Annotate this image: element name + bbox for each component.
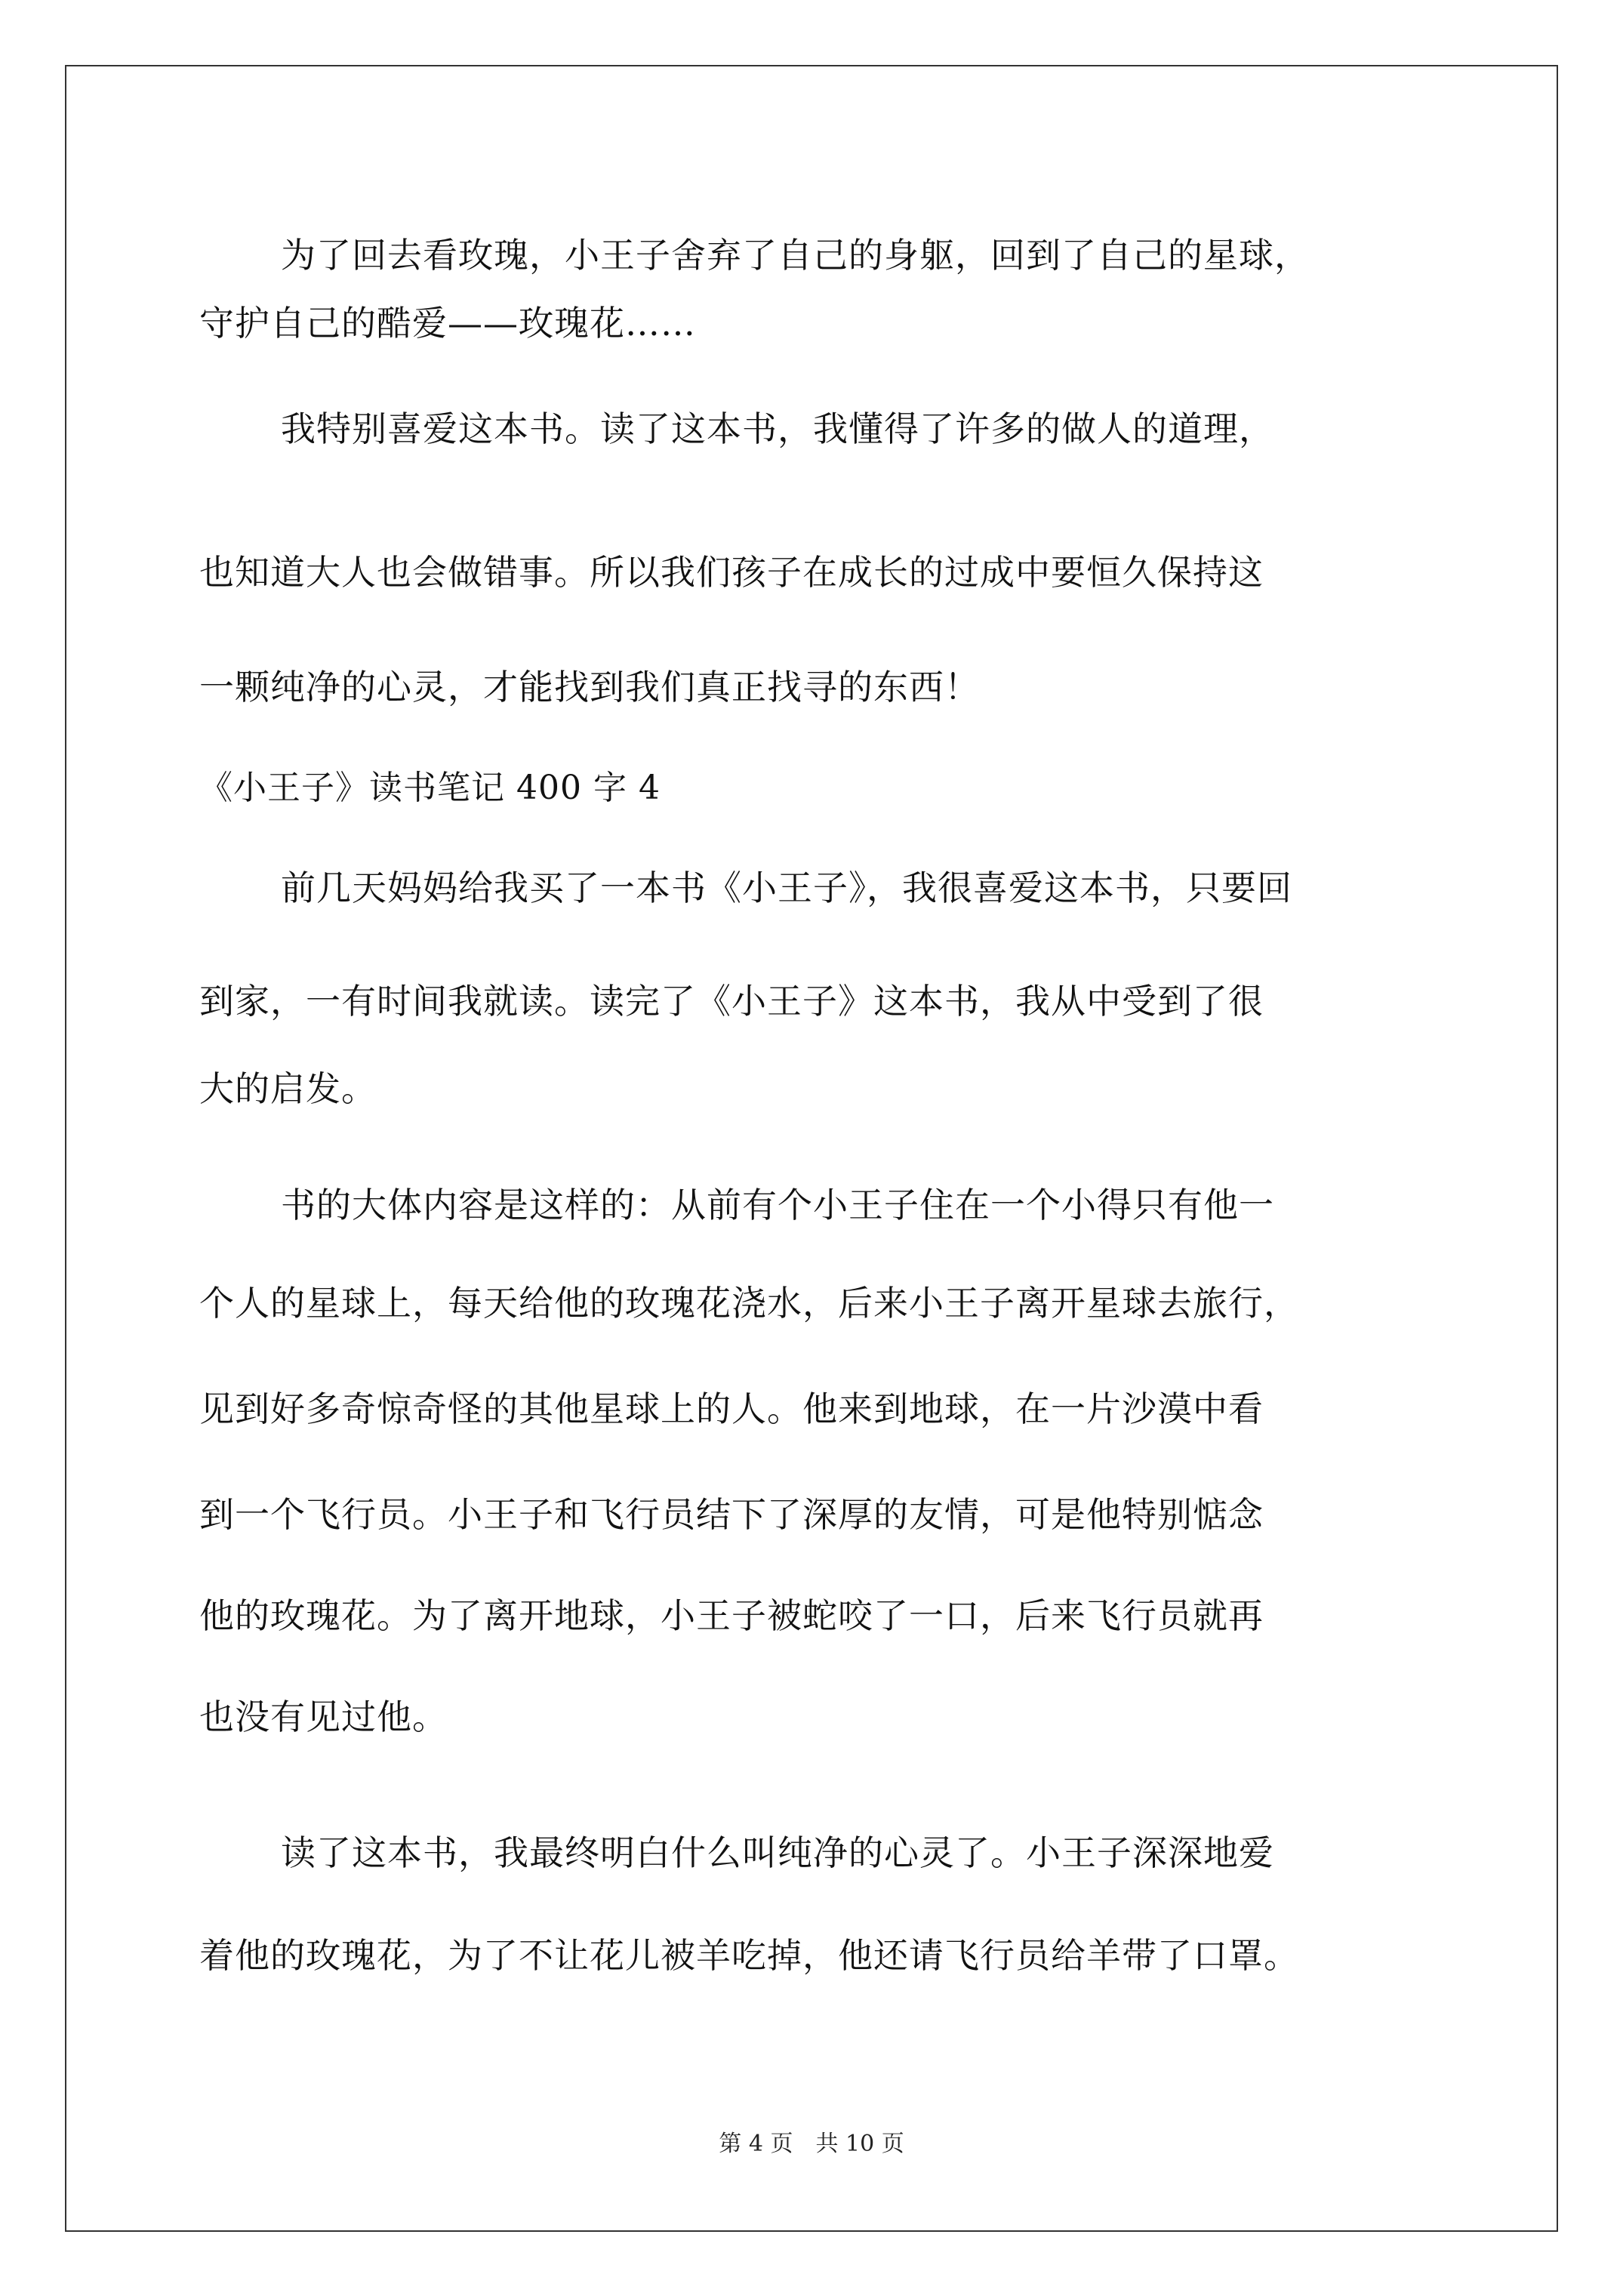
paragraph-1-line-1: 为了回去看玫瑰，小王子舍弃了自己的身躯，回到了自己的星球， <box>281 235 1310 276</box>
paragraph-4-line-1: 书的大体内容是这样的：从前有个小王子住在一个小得只有他一 <box>281 1185 1274 1225</box>
page-border <box>65 65 1558 2232</box>
paragraph-4-line-3: 见到好多奇惊奇怪的其他星球上的人。他来到地球，在一片沙漠中看 <box>199 1388 1264 1429</box>
paragraph-5-line-2: 着他的玫瑰花，为了不让花儿被羊吃掉，他还请飞行员给羊带了口罩。 <box>199 1935 1299 1976</box>
paragraph-3-line-3: 大的启发。 <box>199 1068 377 1109</box>
paragraph-3-line-1: 前几天妈妈给我买了一本书《小王子》，我很喜爱这本书，只要回 <box>281 868 1292 908</box>
paragraph-4-line-2: 个人的星球上，每天给他的玫瑰花浇水，后来小王子离开星球去旅行， <box>199 1283 1299 1324</box>
paragraph-3-line-2: 到家，一有时间我就读。读完了《小王子》这本书，我从中受到了很 <box>199 981 1264 1022</box>
paragraph-4-line-5: 他的玫瑰花。为了离开地球，小王子被蛇咬了一口，后来飞行员就再 <box>199 1595 1264 1636</box>
paragraph-4-line-6: 也没有见过他。 <box>199 1697 448 1737</box>
paragraph-4-line-4: 到一个飞行员。小王子和飞行员结下了深厚的友情，可是他特别惦念 <box>199 1494 1264 1535</box>
page-number-footer: 第 4 页 共 10 页 <box>719 2131 904 2157</box>
paragraph-2-line-1: 我特别喜爱这本书。读了这本书，我懂得了许多的做人的道理， <box>281 408 1274 449</box>
paragraph-2-line-3: 一颗纯净的心灵，才能找到我们真正找寻的东西！ <box>199 667 980 707</box>
paragraph-2-line-2: 也知道大人也会做错事。所以我们孩子在成长的过成中要恒久保持这 <box>199 552 1264 593</box>
paragraph-1-line-2: 守护自己的酷爱——玫瑰花…… <box>199 303 696 344</box>
section-heading: 《小王子》读书笔记 400 字 4 <box>199 769 661 807</box>
paragraph-5-line-1: 读了这本书，我最终明白什么叫纯净的心灵了。小王子深深地爱 <box>281 1832 1274 1873</box>
